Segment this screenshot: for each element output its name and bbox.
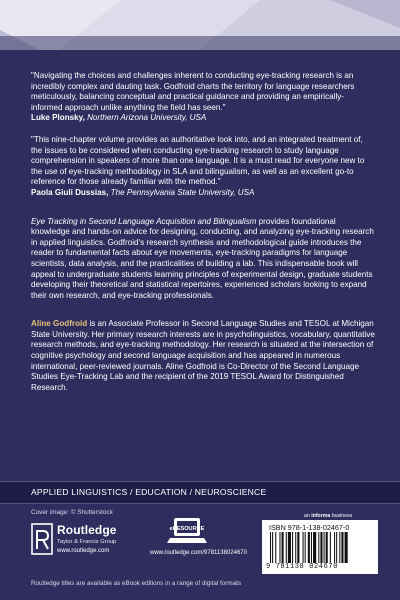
- barcode-bars-icon: [268, 532, 372, 563]
- eye-artwork-graphic: [0, 0, 400, 50]
- informa-suffix: business: [330, 513, 353, 519]
- author-bio-text: is an Associate Professor in Second Language Studies and TESOL at Michigan State University. Her primary research interests are in psycholinguistics, vocabulary, quantitative research methods, and eye-tracking methodology. Her research is situated at the intersection of cognitive psychology and second language acquisition and has appeared in numerous international, peer-reviewed journals. Aline Godfroid is Co-Director of the Second Language Studies Eye-Tracking Lab and the recipient of the 2019 TESOL Award for Distinguished Research.: [31, 319, 375, 392]
- informa-prefix: an: [304, 513, 312, 519]
- routledge-logo-icon: [31, 523, 53, 555]
- endorsement-attribution-2: [31, 188, 375, 199]
- endorsement-quote-1: "Navigating the choices and challenges inherent to conducting eye-tracking research is an incredibly complex and dauting task. Godfroid charts the territory for language researchers meticulously, balancing conceptual and practical guidance and providing an empirically-informed approach unlike anything the field has seen.": [31, 71, 355, 112]
- barcode-digits: 9 781138 024670: [266, 563, 339, 571]
- book-description-text: provides foundational knowledge and hands-on advice for designing, conducting, and analyzing eye-tracking research in applied linguistics. Godfroid's research synthesis and methodological guide introduces the reader to fundamental facts about eye movements, eye-tracking paradigms for language scientists, data analysis, and the practicalities of building a lab. This indispensable book will appeal to undergraduate students learning principles of experimental design, graduate students developing their theoretical and statistical repertoires, experienced scholars looking to expand their own research, and eye-tracking professionals.: [31, 216, 374, 300]
- endorser-affiliation-2: The Pennsylvania State University, USA: [110, 187, 255, 197]
- book-description: [31, 217, 375, 302]
- endorser-name-2: Paola Giuli Dussias,: [31, 187, 109, 197]
- isbn-barcode: [262, 520, 378, 574]
- endorser-name-1: Luke Plonsky,: [31, 113, 85, 123]
- subject-categories: APPLIED LINGUISTICS / EDUCATION / NEUROSCIENCE: [31, 487, 267, 497]
- publisher-block: [31, 520, 141, 560]
- publisher-name: Routledge: [57, 523, 117, 537]
- endorser-affiliation-1: Northern Arizona University, USA: [87, 113, 207, 123]
- eresource-laptop-icon: [167, 515, 207, 547]
- ebook-availability-note: Routledge titles are available as eBook editions in a range of digital formats: [31, 580, 242, 587]
- back-cover-text: [31, 71, 375, 393]
- isbn-number: ISBN 978-1-138-02467-0: [269, 523, 350, 532]
- cover-top-artwork: [0, 0, 400, 50]
- endorsement-attribution-1: [31, 113, 375, 124]
- subject-categories-band: [0, 481, 400, 504]
- endorsement-quote-2: "This nine-chapter volume provides an authoritative look into, and an integrated treatment of, the issues to be considered when conducting eye-tracking research to study language comprehension in speakers of more than one language. It is a must read for everyone new to the use of eye-tracking methodology in SLA and bilingualism, as well as an excellent go-to reference for those already familiar with the method.": [31, 134, 365, 187]
- publisher-url: www.routledge.com: [57, 548, 110, 554]
- eresource-url: www.routledge.com/9781138024670: [150, 550, 247, 556]
- informa-business-note: [304, 513, 352, 519]
- eresource-label: eRESOURCE: [169, 526, 205, 532]
- author-name: Aline Godfroid: [31, 319, 88, 329]
- book-title-italic: Eye Tracking in Second Language Acquisition and Bilingualism: [31, 216, 257, 226]
- eresources-block: [150, 515, 260, 561]
- informa-brand: informa: [311, 513, 331, 519]
- author-biography: [31, 319, 375, 393]
- cover-image-credit: Cover image: © Shutterstock: [31, 509, 113, 516]
- publisher-group: Taylor & Francis Group: [57, 539, 117, 545]
